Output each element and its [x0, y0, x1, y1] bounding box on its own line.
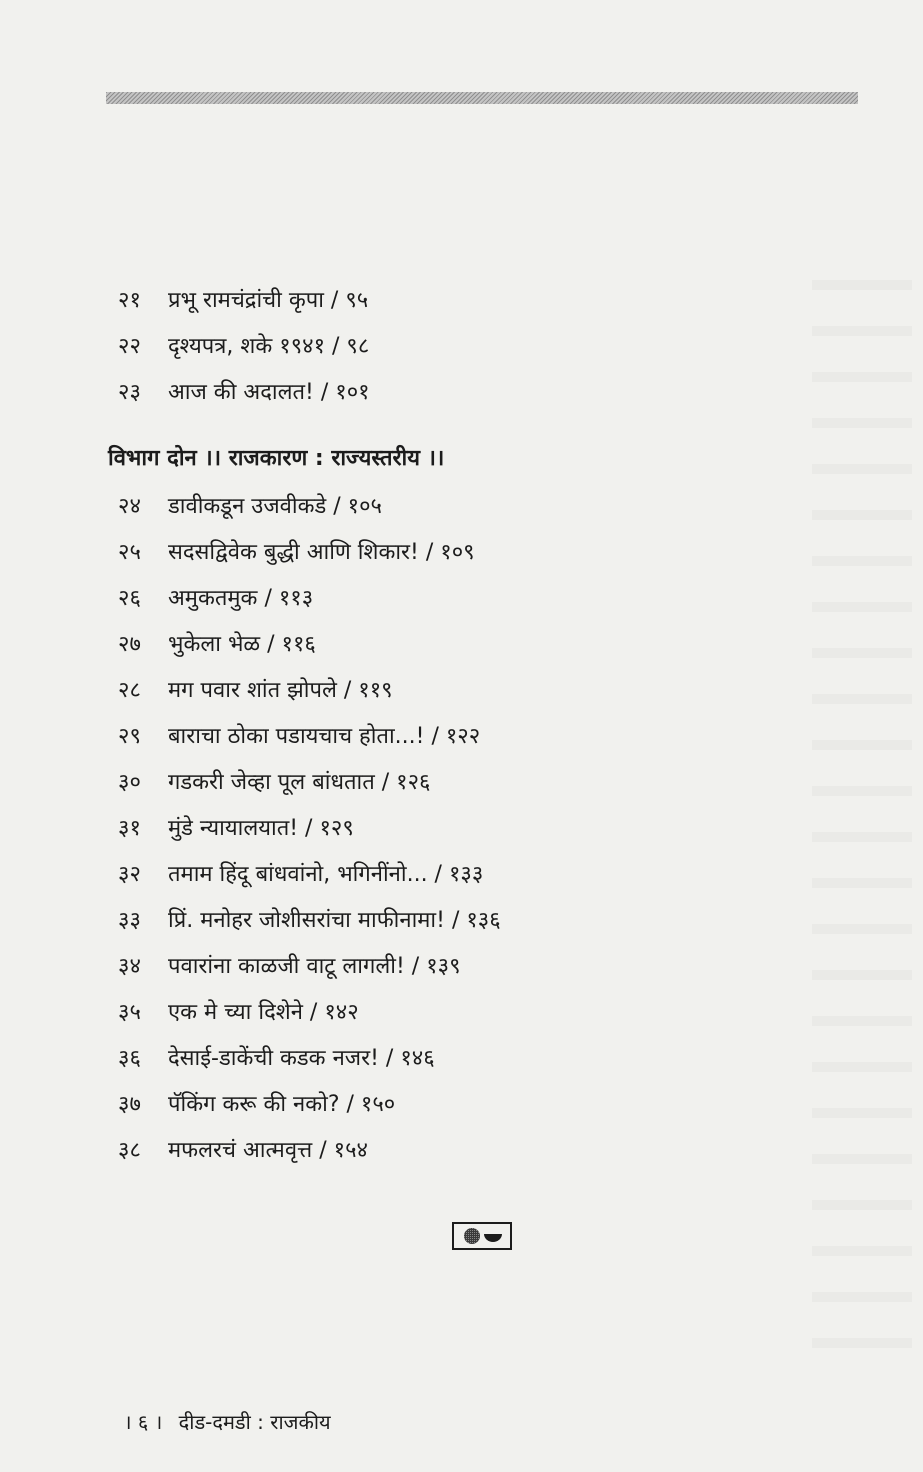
toc-entry-number: २३	[118, 380, 141, 405]
toc-entry	[118, 852, 818, 898]
toc-entry-number: २५	[118, 540, 141, 565]
toc-entry-title: अमुकतमुक / ११३	[168, 586, 314, 611]
toc-entry-title: मग पवार शांत झोपले / ११९	[168, 678, 393, 703]
toc-entry	[118, 1128, 818, 1174]
toc-entry-number: २४	[118, 494, 141, 519]
toc-entry-title: आज की अदालत! / १०१	[168, 380, 370, 405]
toc-entry	[118, 806, 818, 852]
toc-entry-title: एक मे च्या दिशेने / १४२	[168, 1000, 359, 1025]
toc-entry-title: प्रभू रामचंद्रांची कृपा / ९५	[168, 288, 369, 313]
toc-entry-number: ३७	[118, 1092, 141, 1117]
toc-entry	[118, 576, 818, 622]
toc-entry	[118, 668, 818, 714]
toc-entry-title: मफलरचं आत्मवृत्त / १५४	[168, 1138, 368, 1163]
toc-entry-number: ३४	[118, 954, 141, 979]
toc-entry	[118, 324, 818, 370]
toc-entry-number: २६	[118, 586, 141, 611]
toc-entry-number: ३८	[118, 1138, 141, 1163]
toc-entry	[118, 714, 818, 760]
show-through-text	[812, 280, 912, 1380]
toc-entry-number: २७	[118, 632, 141, 657]
toc-entry-title: दृश्यपत्र, शके १९४१ / ९८	[168, 334, 370, 359]
toc-entry-title: पॅकिंग करू की नको? / १५०	[168, 1092, 396, 1117]
toc-entry	[118, 944, 818, 990]
toc-entry-number: ३१	[118, 816, 141, 841]
toc-entry-title: मुंडे न्यायालयात! / १२९	[168, 816, 354, 841]
page-footer	[124, 1402, 341, 1442]
toc-entry-title: डावीकडून उजवीकडे / १०५	[168, 494, 382, 519]
toc-entry-number: ३३	[118, 908, 141, 933]
toc-entry-number: २२	[118, 334, 141, 359]
toc-entry-number: ३२	[118, 862, 141, 887]
book-title: दीड-दमडी : राजकीय	[178, 1410, 331, 1434]
toc-entry	[118, 990, 818, 1036]
toc-entry-number: ३६	[118, 1046, 141, 1071]
toc-entry	[118, 898, 818, 944]
toc-entry-title: भुकेला भेळ / ११६	[168, 632, 316, 657]
toc-entry-number: २८	[118, 678, 141, 703]
toc-entry-title: देसाई-डाकेंची कडक नजर! / १४६	[168, 1046, 435, 1071]
toc-entry	[118, 1036, 818, 1082]
toc-entry	[118, 278, 818, 324]
toc-entry	[118, 530, 818, 576]
toc-entry-title: सदसद्विवेक बुद्धी आणि शिकार! / १०९	[168, 540, 475, 565]
toc-entry-number: ३५	[118, 1000, 141, 1025]
toc-entry-number: २१	[118, 288, 141, 313]
toc-entry-title: प्रिं. मनोहर जोशीसरांचा माफीनामा! / १३६	[168, 908, 501, 933]
toc-entry	[118, 484, 818, 530]
toc-entry	[118, 1082, 818, 1128]
toc-entry-title: गडकरी जेव्हा पूल बांधतात / १२६	[168, 770, 431, 795]
toc-entry-number: ३०	[118, 770, 141, 795]
toc-entry-number: २९	[118, 724, 141, 749]
circle-and-bowl-icon	[452, 1222, 512, 1250]
toc-entry-title: बाराचा ठोका पडायचाच होता...! / १२२	[168, 724, 481, 749]
toc-entry	[118, 370, 818, 416]
section-heading: विभाग दोन ।। राजकारण : राज्यस्तरीय ।।	[108, 446, 445, 471]
toc-entry	[118, 622, 818, 668]
toc-entry-title: तमाम हिंदू बांधवांनो, भगिनींनो... / १३३	[168, 862, 484, 887]
toc-entry-title: पवारांना काळजी वाटू लागली! / १३९	[168, 954, 461, 979]
header-rule	[106, 92, 858, 104]
table-of-contents	[108, 278, 818, 1174]
toc-entry	[118, 760, 818, 806]
page-number: । ६ ।	[124, 1410, 163, 1434]
